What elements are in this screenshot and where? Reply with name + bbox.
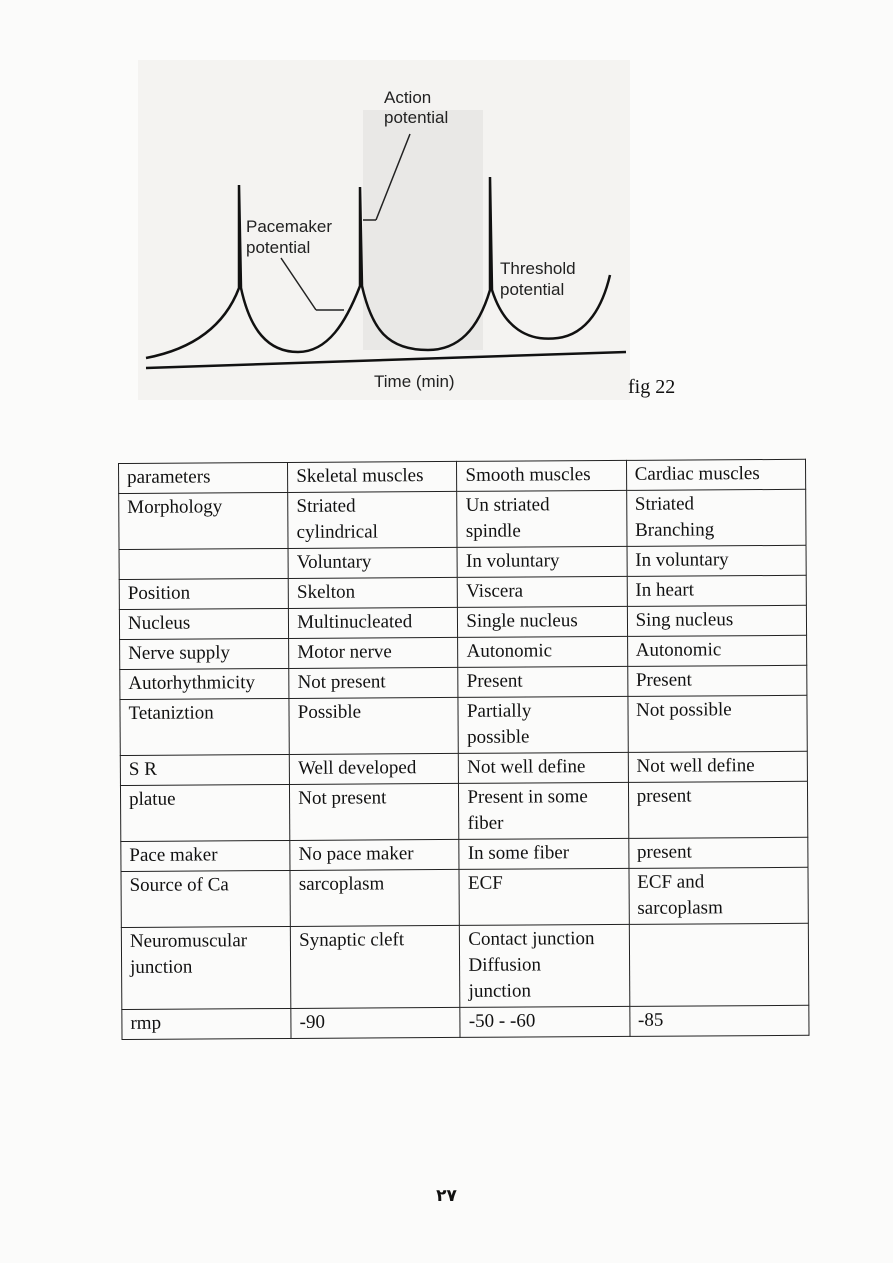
table-cell: parameters: [119, 462, 288, 493]
x-axis-label: Time (min): [374, 372, 455, 391]
table-cell: Autonomic: [627, 635, 807, 666]
table-cell: Contact junction Diffusion junction: [460, 924, 630, 1007]
table-cell: Cardiac muscles: [626, 459, 806, 490]
table-cell: -50 - -60: [460, 1006, 629, 1037]
table-row: [120, 695, 807, 755]
table-cell: Voluntary: [288, 547, 457, 578]
table-cell: platue: [120, 784, 290, 841]
table-body: [119, 459, 810, 1039]
table-cell: Striated cylindrical: [288, 491, 458, 548]
table-cell: Not possible: [628, 695, 808, 752]
table-cell: ECF and sarcoplasm: [629, 867, 809, 924]
table-cell: In some fiber: [459, 838, 628, 869]
table-cell: Single nucleus: [458, 606, 627, 637]
action-label-line1: Action: [384, 88, 432, 107]
table-row: [119, 545, 806, 579]
table-cell: S R: [120, 754, 289, 785]
table-cell: Possible: [289, 697, 459, 754]
figure-caption: fig 22: [628, 376, 676, 398]
table-row: [120, 781, 807, 841]
table-cell: sarcoplasm: [290, 869, 460, 926]
table-cell: Not well define: [628, 751, 808, 782]
threshold-label-line2: potential: [500, 280, 565, 299]
table-cell: Nerve supply: [120, 638, 289, 669]
table-row: [120, 635, 807, 669]
table-cell: -85: [629, 1005, 809, 1036]
table-cell: No pace maker: [290, 839, 459, 870]
table-cell: Partially possible: [458, 696, 628, 753]
table-cell: Smooth muscles: [457, 460, 626, 491]
table-header-row: [119, 459, 806, 493]
table-cell: Neuromuscular junction: [121, 926, 291, 1009]
table-row: [122, 1005, 809, 1039]
table-cell: Skeletal muscles: [288, 461, 457, 492]
table-cell: Autorhythmicity: [120, 668, 289, 699]
table-cell: Not well define: [459, 752, 628, 783]
pacemaker-label-line2: potential: [246, 238, 311, 257]
table-cell: In voluntary: [627, 545, 807, 576]
table-cell: Multinucleated: [289, 607, 458, 638]
table-cell: ECF: [459, 868, 629, 925]
table-cell: Motor nerve: [289, 637, 458, 668]
table-cell: Skelton: [288, 577, 457, 608]
table-cell: Not present: [290, 783, 460, 840]
threshold-label-line1: Threshold: [500, 259, 576, 278]
table-cell: Sing nucleus: [627, 605, 807, 636]
table-cell: Position: [119, 578, 288, 609]
table-cell: In heart: [627, 575, 807, 606]
table-cell: Un striated spindle: [457, 490, 627, 547]
muscle-comparison-table: [118, 459, 810, 1040]
table-cell: Synaptic cleft: [291, 925, 461, 1008]
table-row: [120, 751, 807, 785]
table-cell: Autonomic: [458, 636, 627, 667]
table-cell: Morphology: [119, 492, 289, 549]
table-cell: Present in some fiber: [459, 782, 629, 839]
table-cell: present: [628, 781, 808, 838]
table-cell: Nucleus: [119, 608, 288, 639]
table-row: [119, 605, 806, 639]
table-row: [121, 867, 808, 927]
table-cell: Present: [458, 666, 627, 697]
figure-svg: [138, 60, 630, 400]
table-cell: -90: [291, 1007, 460, 1038]
table-cell: present: [628, 837, 808, 868]
table-cell: Present: [627, 665, 807, 696]
table-cell: Well developed: [289, 753, 458, 784]
table-cell: [119, 548, 288, 579]
table-cell: Source of Ca: [121, 870, 291, 927]
action-label-line2: potential: [384, 108, 449, 127]
table-row: [120, 665, 807, 699]
table-cell: [629, 923, 809, 1006]
pacemaker-label-line1: Pacemaker: [246, 217, 332, 236]
table-row: [119, 575, 806, 609]
table-cell: Striated Branching: [626, 489, 806, 546]
table-row: [121, 837, 808, 871]
page-number: ٢٧: [436, 1186, 457, 1206]
table-cell: Pace maker: [121, 840, 290, 871]
table-cell: rmp: [122, 1008, 291, 1039]
table-cell: Not present: [289, 667, 458, 698]
table-cell: Viscera: [458, 576, 627, 607]
table-row: [121, 923, 808, 1009]
table-cell: Tetaniztion: [120, 698, 290, 755]
table-cell: In voluntary: [457, 546, 626, 577]
action-potential-figure: [138, 60, 630, 400]
table-row: [119, 489, 806, 549]
shaded-region: [363, 110, 483, 350]
